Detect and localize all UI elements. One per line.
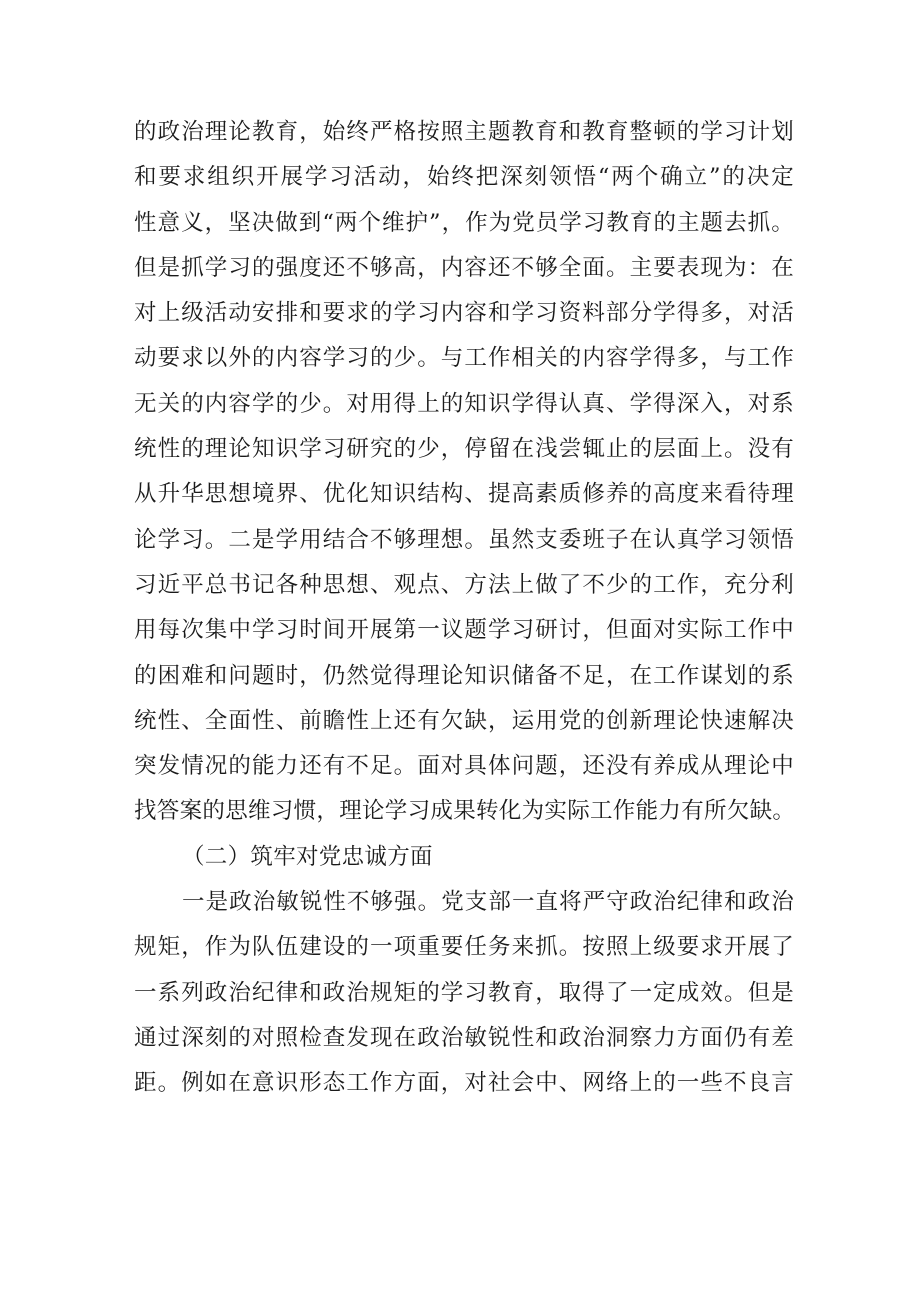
paragraph-line: 一是政治敏锐性不够强。党支部一直将严守政治纪律和政治 — [182, 889, 794, 916]
paragraph-line: 规矩，作为队伍建设的一项重要任务来抓。按照上级要求开展了 — [134, 934, 794, 961]
paragraph-line: 动要求以外的内容学习的少。与工作相关的内容学得多，与工作 — [134, 345, 794, 372]
paragraph-line: 从升华思想境界、优化知识结构、提高素质修养的高度来看待理 — [134, 481, 794, 508]
paragraph-line: 性意义，坚决做到“两个维护”，作为党员学习教育的主题去抓。 — [134, 209, 794, 236]
paragraph-line: 通过深刻的对照检查发现在政治敏锐性和政治洞察力方面仍有差 — [134, 1024, 794, 1051]
paragraph-line: 习近平总书记各种思想、观点、方法上做了不少的工作，充分利 — [134, 571, 794, 598]
paragraph-line: 无关的内容学的少。对用得上的知识学得认真、学得深入，对系 — [134, 390, 794, 417]
paragraph-line: 论学习。二是学用结合不够理想。虽然支委班子在认真学习领悟 — [134, 526, 794, 553]
paragraph-line: 但是抓学习的强度还不够高，内容还不够全面。主要表现为：在 — [134, 254, 794, 281]
paragraph-line: 用每次集中学习时间开展第一议题学习研讨，但面对实际工作中 — [134, 617, 794, 644]
paragraph-line: 距。例如在意识形态工作方面，对社会中、网络上的一些不良言 — [134, 1070, 794, 1097]
paragraph-line: 突发情况的能力还有不足。面对具体问题，还没有养成从理论中 — [134, 753, 794, 780]
section-heading: （二）筑牢对党忠诚方面 — [182, 843, 433, 870]
paragraph-line: 和要求组织开展学习活动，始终把深刻领悟“两个确立”的决定 — [134, 164, 794, 191]
paragraph-line: 统性、全面性、前瞻性上还有欠缺，运用党的创新理论快速解决 — [134, 707, 794, 734]
body-text — [134, 110, 794, 1107]
paragraph-line: 的政治理论教育，始终严格按照主题教育和教育整顿的学习计划 — [134, 119, 794, 145]
paragraph-line: 对上级活动安排和要求的学习内容和学习资料部分学得多，对活 — [134, 300, 794, 327]
paragraph-line: 找答案的思维习惯，理论学习成果转化为实际工作能力有所欠缺。 — [134, 798, 796, 825]
paragraph-line: 的困难和问题时，仍然觉得理论知识储备不足，在工作谋划的系 — [134, 662, 794, 689]
paragraph-line: 一系列政治纪律和政治规矩的学习教育，取得了一定成效。但是 — [134, 979, 794, 1006]
paragraph-line: 统性的理论知识学习研究的少，停留在浅尝辄止的层面上。没有 — [134, 436, 794, 463]
